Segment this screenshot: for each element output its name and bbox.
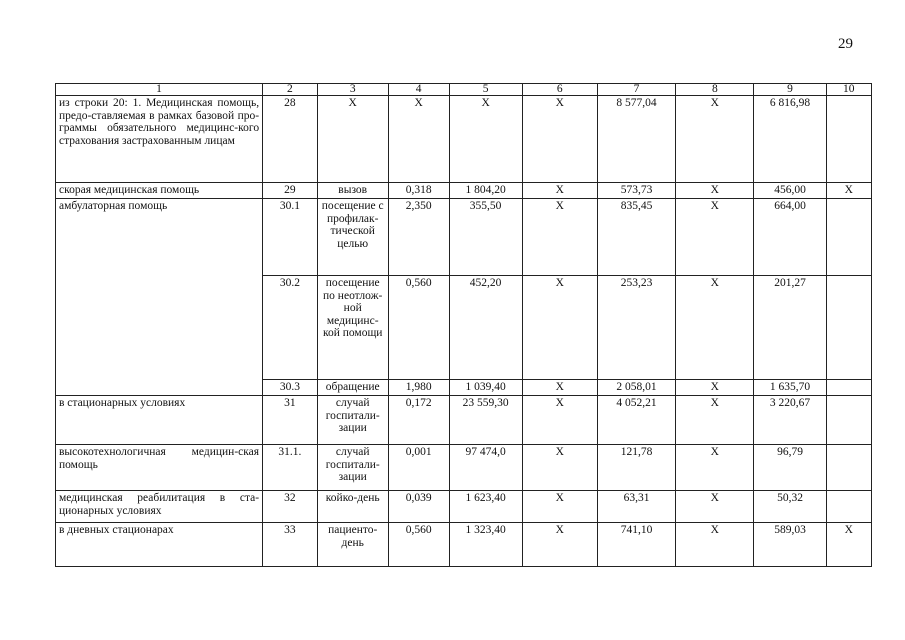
table-row <box>56 96 872 183</box>
header-cell: 5 <box>449 84 522 96</box>
value-cell: X <box>388 96 449 183</box>
row-number-cell: 30.3 <box>263 380 318 396</box>
value-cell: 0,172 <box>388 396 449 445</box>
value-cell <box>826 380 871 396</box>
header-cell: 7 <box>597 84 675 96</box>
value-cell: 23 559,30 <box>449 396 522 445</box>
value-cell: X <box>522 96 597 183</box>
row-number-cell: 32 <box>263 491 318 523</box>
unit-cell: койко-день <box>317 491 388 523</box>
value-cell: 121,78 <box>597 445 675 491</box>
value-cell: 0,560 <box>388 523 449 567</box>
value-cell: X <box>826 523 871 567</box>
value-cell: 96,79 <box>754 445 826 491</box>
row-number-cell: 30.2 <box>263 276 318 380</box>
value-cell: X <box>522 183 597 199</box>
table-row <box>56 183 872 199</box>
value-cell: X <box>522 276 597 380</box>
header-cell: 4 <box>388 84 449 96</box>
value-cell: X <box>522 380 597 396</box>
value-cell <box>826 491 871 523</box>
value-cell: X <box>676 199 754 276</box>
value-cell: 97 474,0 <box>449 445 522 491</box>
value-cell: 589,03 <box>754 523 826 567</box>
value-cell: X <box>522 396 597 445</box>
value-cell: 201,27 <box>754 276 826 380</box>
value-cell: 452,20 <box>449 276 522 380</box>
row-number-cell: 31 <box>263 396 318 445</box>
unit-cell: X <box>317 96 388 183</box>
value-cell: 0,001 <box>388 445 449 491</box>
table-row <box>56 523 872 567</box>
value-cell: 1,980 <box>388 380 449 396</box>
page-number: 29 <box>838 36 853 52</box>
value-cell: X <box>676 276 754 380</box>
unit-cell: случай госпитали-зации <box>317 445 388 491</box>
value-cell: 0,318 <box>388 183 449 199</box>
value-cell: 1 804,20 <box>449 183 522 199</box>
value-cell: 6 816,98 <box>754 96 826 183</box>
header-cell: 3 <box>317 84 388 96</box>
value-cell: 456,00 <box>754 183 826 199</box>
unit-cell: вызов <box>317 183 388 199</box>
header-cell: 8 <box>676 84 754 96</box>
value-cell <box>826 396 871 445</box>
row-number-cell: 29 <box>263 183 318 199</box>
value-cell: 63,31 <box>597 491 675 523</box>
unit-cell: посещение с профилак-тической целью <box>317 199 388 276</box>
row-number-cell: 28 <box>263 96 318 183</box>
value-cell <box>826 96 871 183</box>
row-name-cell: высокотехнологичная медицин-ская помощь <box>56 445 263 491</box>
header-cell: 6 <box>522 84 597 96</box>
value-cell: 2,350 <box>388 199 449 276</box>
value-cell: 1 623,40 <box>449 491 522 523</box>
value-cell: 1 039,40 <box>449 380 522 396</box>
value-cell: 664,00 <box>754 199 826 276</box>
value-cell: 0,560 <box>388 276 449 380</box>
value-cell: 1 323,40 <box>449 523 522 567</box>
unit-cell: случай госпитали-зации <box>317 396 388 445</box>
value-cell: 4 052,21 <box>597 396 675 445</box>
table-row <box>56 199 872 276</box>
value-cell: X <box>676 96 754 183</box>
row-name-cell: в дневных стационарах <box>56 523 263 567</box>
row-name-cell: из строки 20: 1. Медицинская помощь, предо-ставляемая в рамках базовой про-граммы обязательного медицинс-кого страхования застрахованным лицам <box>56 96 263 183</box>
row-name-cell: скорая медицинская помощь <box>56 183 263 199</box>
value-cell: 2 058,01 <box>597 380 675 396</box>
header-cell: 10 <box>826 84 871 96</box>
value-cell: 50,32 <box>754 491 826 523</box>
row-name-cell: в стационарных условиях <box>56 396 263 445</box>
unit-cell: посещение по неотлож-ной медицинс-кой помощи <box>317 276 388 380</box>
row-number-cell: 31.1. <box>263 445 318 491</box>
header-cell: 2 <box>263 84 318 96</box>
value-cell: 8 577,04 <box>597 96 675 183</box>
row-name-cell: медицинская реабилитация в ста-ционарных условиях <box>56 491 263 523</box>
table-row <box>56 491 872 523</box>
value-cell: 1 635,70 <box>754 380 826 396</box>
table-row <box>56 396 872 445</box>
value-cell: 355,50 <box>449 199 522 276</box>
data-table <box>55 83 872 567</box>
value-cell: 3 220,67 <box>754 396 826 445</box>
value-cell <box>826 199 871 276</box>
value-cell: X <box>676 523 754 567</box>
row-number-cell: 30.1 <box>263 199 318 276</box>
row-name-cell: амбулаторная помощь <box>56 199 263 396</box>
row-number-cell: 33 <box>263 523 318 567</box>
table-row <box>56 445 872 491</box>
value-cell: 835,45 <box>597 199 675 276</box>
value-cell: X <box>676 491 754 523</box>
unit-cell: пациенто-день <box>317 523 388 567</box>
unit-cell: обращение <box>317 380 388 396</box>
value-cell: X <box>522 523 597 567</box>
value-cell: X <box>522 445 597 491</box>
value-cell: 741,10 <box>597 523 675 567</box>
value-cell: X <box>522 199 597 276</box>
value-cell: X <box>676 396 754 445</box>
value-cell: 573,73 <box>597 183 675 199</box>
value-cell: 253,23 <box>597 276 675 380</box>
value-cell: X <box>449 96 522 183</box>
value-cell: 0,039 <box>388 491 449 523</box>
column-number-row <box>56 84 872 96</box>
value-cell: X <box>826 183 871 199</box>
value-cell: X <box>676 183 754 199</box>
value-cell <box>826 276 871 380</box>
value-cell <box>826 445 871 491</box>
value-cell: X <box>676 380 754 396</box>
value-cell: X <box>522 491 597 523</box>
value-cell: X <box>676 445 754 491</box>
header-cell: 9 <box>754 84 826 96</box>
header-cell: 1 <box>56 84 263 96</box>
